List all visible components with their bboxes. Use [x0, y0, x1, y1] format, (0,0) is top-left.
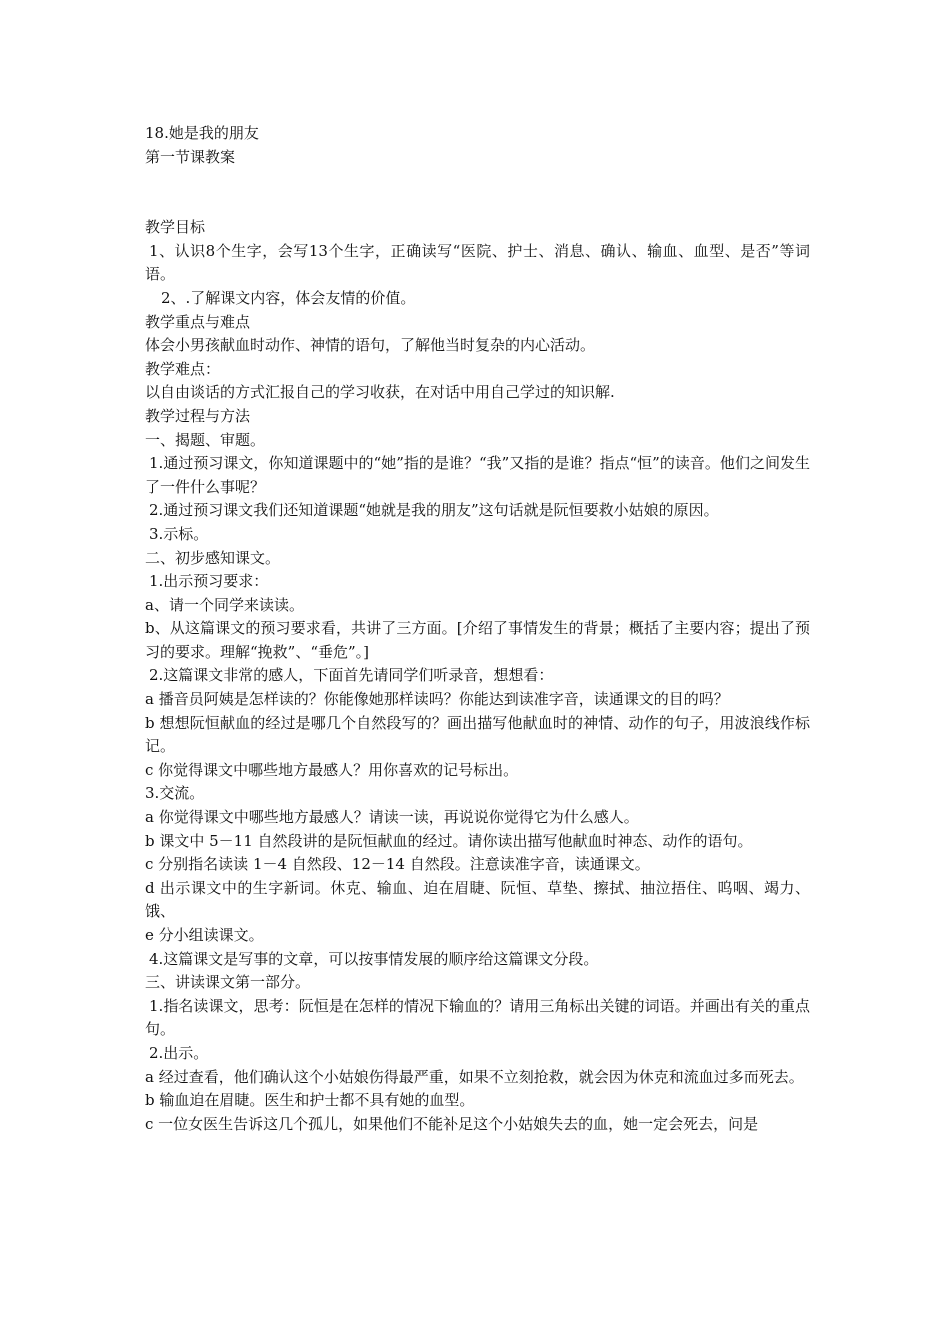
section-heading: 三、讲读课文第一部分。 — [145, 973, 311, 992]
paragraph: 2.通过预习课文我们还知道课题“她就是我的朋友”这句话就是阮恒要救小姑娘的原因。 — [149, 501, 719, 520]
paragraph: 1.指名读课文，思考：阮恒是在怎样的情况下输血的？请用三角标出关键的词语。并画出有关的重点句。 — [145, 996, 810, 1039]
paragraph: c 一位女医生告诉这几个孤儿，如果他们不能补足这个小姑娘失去的血，她一定会死去，问是 — [145, 1114, 759, 1133]
section-heading: 教学难点： — [145, 359, 221, 378]
section-heading: 二、初步感知课文。 — [145, 548, 281, 567]
document-body — [145, 122, 810, 1136]
paragraph: b 输血迫在眉睫。医生和护士都不具有她的血型。 — [145, 1091, 475, 1110]
section-heading: 教学重点与难点 — [145, 312, 251, 331]
paragraph: 4.这篇课文是写事的文章，可以按事情发展的顺序给这篇课文分段。 — [149, 949, 599, 968]
paragraph: c 你觉得课文中哪些地方最感人？用你喜欢的记号标出。 — [145, 760, 519, 779]
paragraph: 3.示标。 — [149, 524, 209, 543]
paragraph: 以自由谈话的方式汇报自己的学习收获，在对话中用自己学过的知识解. — [145, 383, 615, 402]
paragraph: 1.通过预习课文，你知道课题中的“她”指的是谁？“我”又指的是谁？指点“恒”的读音。他们之间发生了一件什么事呢？ — [145, 454, 810, 496]
paragraph: b、从这篇课文的预习要求看，共讲了三方面。[介绍了事情发生的背景；概括了主要内容；提出了预习的要求。理解“挽救”、“垂危”。] — [145, 619, 810, 661]
paragraph: b 课文中 5－11 自然段讲的是阮恒献血的经过。请你读出描写他献血时神态、动作的语句。 — [145, 831, 753, 850]
paragraph: 体会小男孩献血时动作、神情的语句，了解他当时复杂的内心活动。 — [145, 336, 596, 355]
section-heading: 教学过程与方法 — [145, 406, 251, 425]
section-heading: 一、揭题、审题。 — [145, 430, 266, 449]
paragraph: e 分小组读课文。 — [145, 926, 264, 944]
paragraph: 3.交流。 — [145, 784, 205, 803]
paragraph: a、请一个同学来读读。 — [145, 595, 304, 614]
paragraph: 2、.了解课文内容，体会友情的价值。 — [161, 288, 416, 307]
paragraph: a 经过查看，他们确认这个小姑娘伤得最严重，如果不立刻抢救，就会因为休克和流血过多而死去。 — [145, 1067, 804, 1086]
paragraph: a 播音员阿姨是怎样读的？你能像她那样读吗？你能达到读准字音，读通课文的目的吗？ — [145, 690, 729, 709]
blank-gap — [145, 169, 810, 216]
paragraph: 1、认识8个生字，会写13个生字，正确读写“医院、护士、消息、确认、输血、血型、是否”等词语。 — [145, 241, 810, 284]
section-heading: 教学目标 — [145, 218, 206, 237]
paragraph: 2.出示。 — [149, 1043, 209, 1062]
paragraph: 2.这篇课文非常的感人，下面首先请同学们听录音，想想看： — [149, 666, 554, 685]
paragraph: c 分别指名读读 1－4 自然段、12－14 自然段。注意读准字音，读通课文。 — [145, 855, 650, 874]
document-title: 18.她是我的朋友 — [145, 124, 259, 142]
paragraph: 1.出示预习要求： — [149, 572, 269, 591]
paragraph: d 出示课文中的生字新词。休克、输血、迫在眉睫、阮恒、草垫、擦拭、抽泣捂住、呜咽、竭力、饿、 — [145, 878, 810, 921]
paragraph: a 你觉得课文中哪些地方最感人？请读一读，再说说你觉得它为什么感人。 — [145, 808, 639, 827]
paragraph: b 想想阮恒献血的经过是哪几个自然段写的？画出描写他献血时的神情、动作的句子，用波浪线作标记。 — [145, 713, 810, 756]
document-subtitle: 第一节课教案 — [145, 147, 236, 166]
